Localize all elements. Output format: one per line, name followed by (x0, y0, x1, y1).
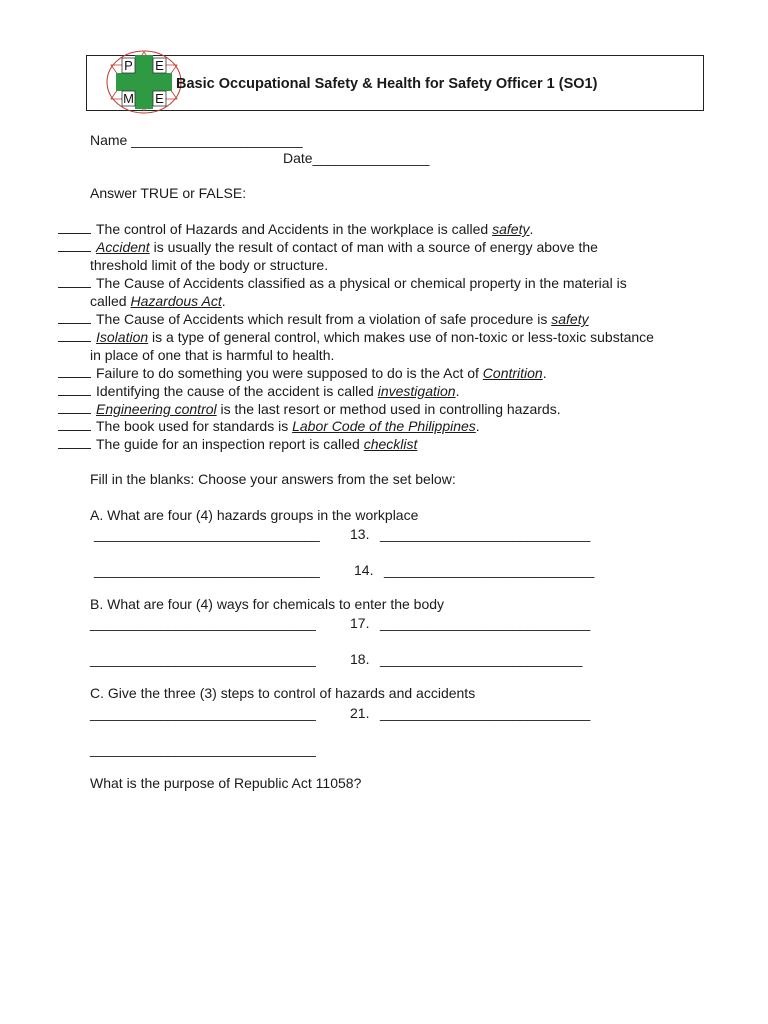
logo-letter-e1: E (155, 58, 164, 73)
question-b-number-17: 17. (350, 615, 370, 631)
question-a-prompt: A. What are four (4) hazards groups in the workplace (90, 507, 419, 523)
answer-blank (58, 323, 91, 324)
answer-blank (58, 377, 91, 378)
final-question: What is the purpose of Republic Act 11058? (90, 775, 362, 791)
tf-item-6: Failure to do something you were supposed to do is the Act of Contrition. (96, 364, 547, 382)
question-a-number-13: 13. (350, 526, 370, 542)
answer-blank (58, 395, 91, 396)
question-a-number-14: 14. (354, 562, 374, 578)
question-a-blank-2: ___________________________ (380, 526, 591, 542)
question-b-number-18: 18. (350, 651, 370, 667)
logo-letter-e2: E (155, 91, 164, 106)
question-b-blank-4: __________________________ (380, 651, 583, 667)
question-b-blank-1: _____________________________ (90, 615, 316, 631)
question-a-blank-1: _____________________________ (94, 526, 320, 542)
tf-item-9: The book used for standards is Labor Code of the Philippines. (96, 417, 480, 435)
logo-letter-m: M (123, 91, 134, 106)
tf-instruction: Answer TRUE or FALSE: (90, 185, 247, 201)
tf-item-3-continuation: called Hazardous Act. (90, 293, 226, 309)
question-b-blank-3: _____________________________ (90, 651, 316, 667)
tf-item-7: Identifying the cause of the accident is called investigation. (96, 382, 459, 400)
tf-item-8: Engineering control is the last resort or method used in controlling hazards. (96, 400, 561, 418)
question-b-blank-2: ___________________________ (380, 615, 591, 631)
answer-blank (58, 233, 91, 234)
tf-item-4: The Cause of Accidents which result from a violation of safe procedure is safety (96, 310, 589, 328)
question-a-blank-4: ___________________________ (384, 562, 595, 578)
tf-item-1: The control of Hazards and Accidents in the workplace is called safety. (96, 220, 533, 238)
tf-item-5-continuation: in place of one that is harmful to health. (90, 347, 335, 363)
answer-blank (58, 287, 91, 288)
date-field-line: Date_______________ (283, 150, 430, 166)
question-c-blank-3: _____________________________ (90, 741, 316, 757)
tf-item-2: Accident is usually the result of contact of man with a source of energy above the (96, 238, 598, 256)
answer-blank (58, 341, 91, 342)
question-c-blank-1: _____________________________ (90, 705, 316, 721)
answer-blank (58, 251, 91, 252)
fill-instruction: Fill in the blanks: Choose your answers from the set below: (90, 471, 456, 487)
question-c-blank-2: ___________________________ (380, 705, 591, 721)
question-c-prompt: C. Give the three (3) steps to control of hazards and accidents (90, 685, 476, 701)
answer-blank (58, 430, 91, 431)
logo-cross-horizontal (116, 73, 172, 91)
tf-item-2-continuation: threshold limit of the body or structure. (90, 257, 329, 273)
question-a-blank-3: _____________________________ (94, 562, 320, 578)
answer-blank (58, 448, 91, 449)
question-c-number-21: 21. (350, 705, 370, 721)
tf-item-5: Isolation is a type of general control, which makes use of non-toxic or less-toxic substance (96, 328, 654, 346)
question-b-prompt: B. What are four (4) ways for chemicals to enter the body (90, 596, 445, 612)
answer-blank (58, 413, 91, 414)
peme-logo (104, 49, 184, 115)
name-field-line: Name ______________________ (90, 132, 303, 148)
logo-letter-p: P (124, 58, 133, 73)
tf-item-10: The guide for an inspection report is called checklist (96, 435, 417, 453)
tf-item-3: The Cause of Accidents classified as a physical or chemical property in the material is (96, 274, 627, 292)
document-title: Basic Occupational Safety & Health for Safety Officer 1 (SO1) (176, 76, 598, 92)
